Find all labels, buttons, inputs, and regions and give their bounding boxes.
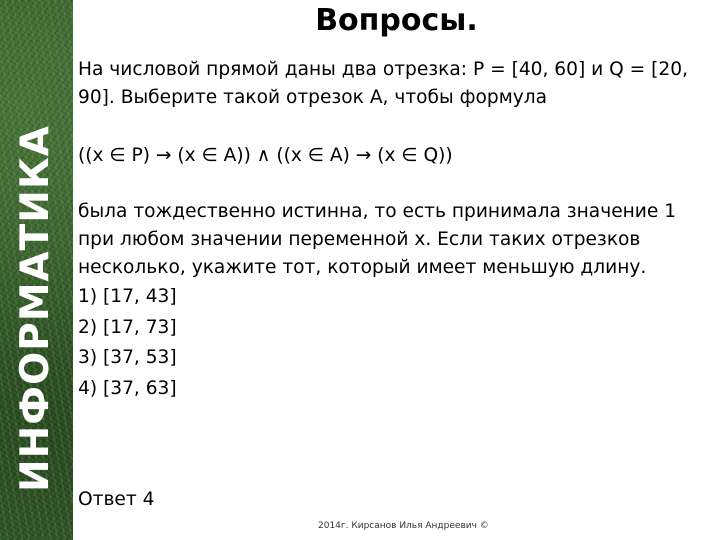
option-4: 4) [37, 63]	[78, 377, 177, 399]
answer-text: Ответ 4	[78, 489, 155, 510]
option-1: 1) [17, 43]	[78, 286, 177, 307]
question-condition: была тождественно истинна, то есть принимала значение 1 при любом значении переменной x. Если таких отрезков несколько, укажите тот, который имеет меньшую длину.	[78, 201, 677, 278]
question-intro: На числовой прямой даны два отрезка: P = [40, 60] и Q = [20, 90]. Выберите такой отрезок A, чтобы формула	[78, 59, 688, 108]
answer-options	[78, 282, 177, 404]
sidebar-panel	[0, 0, 73, 540]
formula: ((x ∈ P) → (x ∈ A)) ∧ ((x ∈ A) → (x ∈ Q))	[78, 145, 453, 166]
option-2: 2) [17, 73]	[78, 316, 177, 338]
subject-title: ИНФОРМАТИКА	[13, 125, 58, 492]
option-3: 3) [37, 53]	[78, 347, 177, 368]
slide-title: Вопросы.	[315, 3, 478, 38]
footer-credit: 2014г. Кирсанов Илья Андреевич ©	[318, 521, 489, 531]
